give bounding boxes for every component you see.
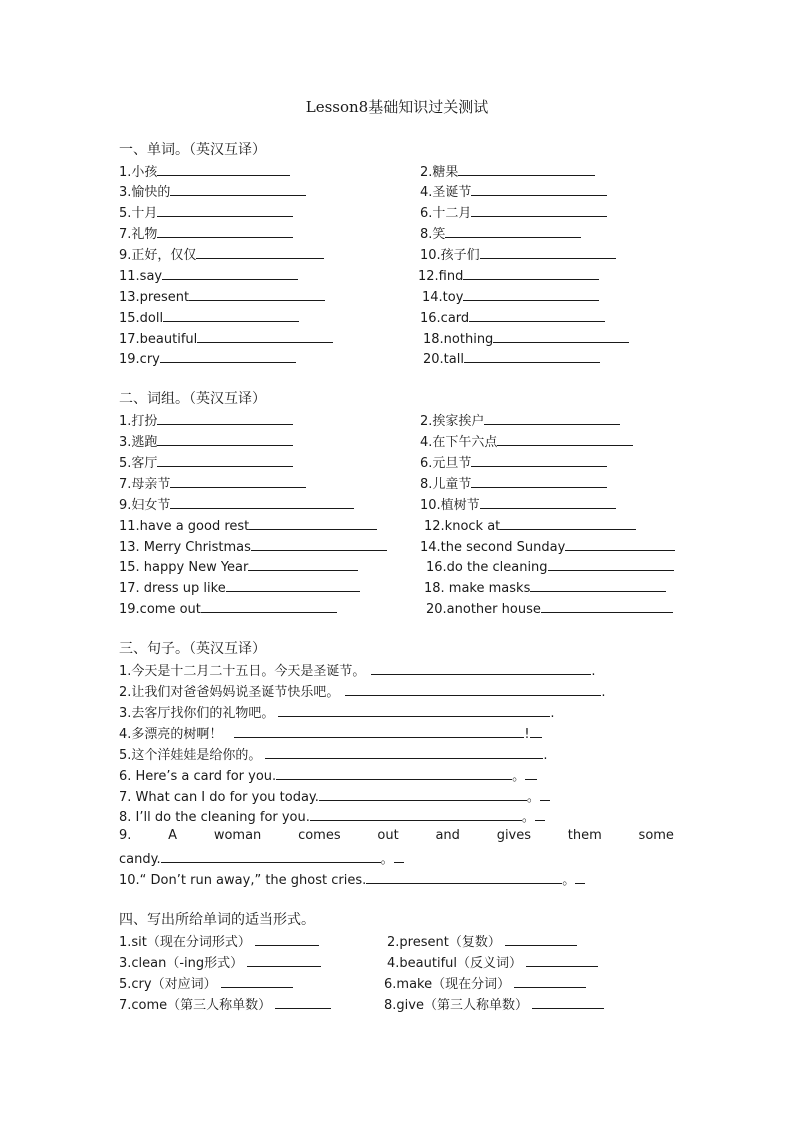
phrase-item: 2.挨家挨户 — [420, 411, 620, 430]
section1-heading: 一、单词。（英汉互译） — [119, 142, 266, 158]
phrase-item: 13. Merry Christmas — [119, 537, 387, 556]
section3-heading: 三、句子。（英汉互译） — [119, 641, 266, 657]
phrase-item: 20.another house — [426, 599, 673, 618]
sentence-item: 10.“ Don’t run away,” the ghost cries. 。 — [119, 870, 585, 889]
vocab-item: 18.nothing — [423, 329, 629, 348]
sentence-item: 8. I’ll do the cleaning for you. 。 — [119, 807, 545, 826]
phrase-item: 12.knock at — [424, 516, 636, 535]
vocab-item: 11.say — [119, 266, 298, 285]
sentence-item: 2.让我们对爸爸妈妈说圣诞节快乐吧。 . — [119, 682, 606, 701]
phrase-item: 19.come out — [119, 599, 337, 618]
vocab-item: 5.十月 — [119, 203, 293, 222]
phrase-item: 15. happy New Year — [119, 557, 358, 576]
phrase-item: 17. dress up like — [119, 578, 360, 597]
vocab-item: 10.孩子们 — [420, 245, 616, 264]
phrase-item: 4.在下午六点 — [420, 432, 633, 451]
phrase-item: 8.儿童节 — [420, 474, 607, 493]
vocab-item: 13.present — [119, 287, 325, 306]
vocab-item: 20.tall — [423, 349, 600, 368]
phrase-item: 10.植树节 — [420, 495, 616, 514]
sentence-item-continued: candy. 。 — [119, 849, 404, 868]
sentence-item: 7. What can I do for you today. 。 — [119, 787, 550, 806]
sentence-item: 6. Here’s a card for you. 。 — [119, 766, 537, 785]
phrase-item: 6.元旦节 — [420, 453, 607, 472]
sentence-item: 9. A woman comes out and gives them some — [119, 828, 674, 843]
phrase-item: 1.打扮 — [119, 411, 293, 430]
word-form-item: 8.give（第三人称单数） — [384, 995, 604, 1014]
vocab-item: 6.十二月 — [420, 203, 607, 222]
word-form-item: 4.beautiful（反义词） — [387, 953, 598, 972]
phrase-item: 9.妇女节 — [119, 495, 354, 514]
word-form-item: 3.clean（-ing形式） — [119, 953, 321, 972]
phrase-item: 11.have a good rest — [119, 516, 377, 535]
phrase-item: 18. make masks — [424, 578, 666, 597]
phrase-item: 14.the second Sunday — [420, 537, 675, 556]
page-title: Lesson8基础知识过关测试 — [305, 98, 489, 116]
vocab-item: 9.正好，仅仅 — [119, 245, 324, 264]
sentence-item: 1.今天是十二月二十五日。今天是圣诞节。 . — [119, 661, 596, 680]
vocab-item: 7.礼物 — [119, 224, 293, 243]
word-form-item: 7.come（第三人称单数） — [119, 995, 331, 1014]
vocab-item: 1.小孩 — [119, 162, 290, 181]
vocab-item: 16.card — [420, 308, 605, 327]
phrase-item: 7.母亲节 — [119, 474, 306, 493]
phrase-item: 16.do the cleaning — [426, 557, 674, 576]
phrase-item: 3.逃跑 — [119, 432, 293, 451]
word-form-item: 6.make（现在分词） — [384, 974, 586, 993]
sentence-item: 4.多漂亮的树啊！ ! — [119, 724, 542, 743]
vocab-item: 3.愉快的 — [119, 182, 306, 201]
vocab-item: 19.cry — [119, 349, 296, 368]
vocab-item: 17.beautiful — [119, 329, 333, 348]
vocab-item: 8.笑 — [420, 224, 581, 243]
phrase-item: 5.客厅 — [119, 453, 293, 472]
vocab-item: 2.糖果 — [420, 162, 595, 181]
sentence-item: 5.这个洋娃娃是给你的。 . — [119, 745, 548, 764]
section2-heading: 二、词组。（英汉互译） — [119, 391, 266, 407]
word-form-item: 1.sit（现在分词形式） — [119, 932, 319, 951]
vocab-item: 12.find — [418, 266, 599, 285]
vocab-item: 15.doll — [119, 308, 299, 327]
word-form-item: 2.present（复数） — [387, 932, 577, 951]
word-form-item: 5.cry（对应词） — [119, 974, 293, 993]
section4-heading: 四、写出所给单词的适当形式。 — [119, 912, 315, 928]
vocab-item: 4.圣诞节 — [420, 182, 607, 201]
vocab-item: 14.toy — [422, 287, 599, 306]
sentence-item: 3.去客厅找你们的礼物吧。 . — [119, 703, 555, 722]
